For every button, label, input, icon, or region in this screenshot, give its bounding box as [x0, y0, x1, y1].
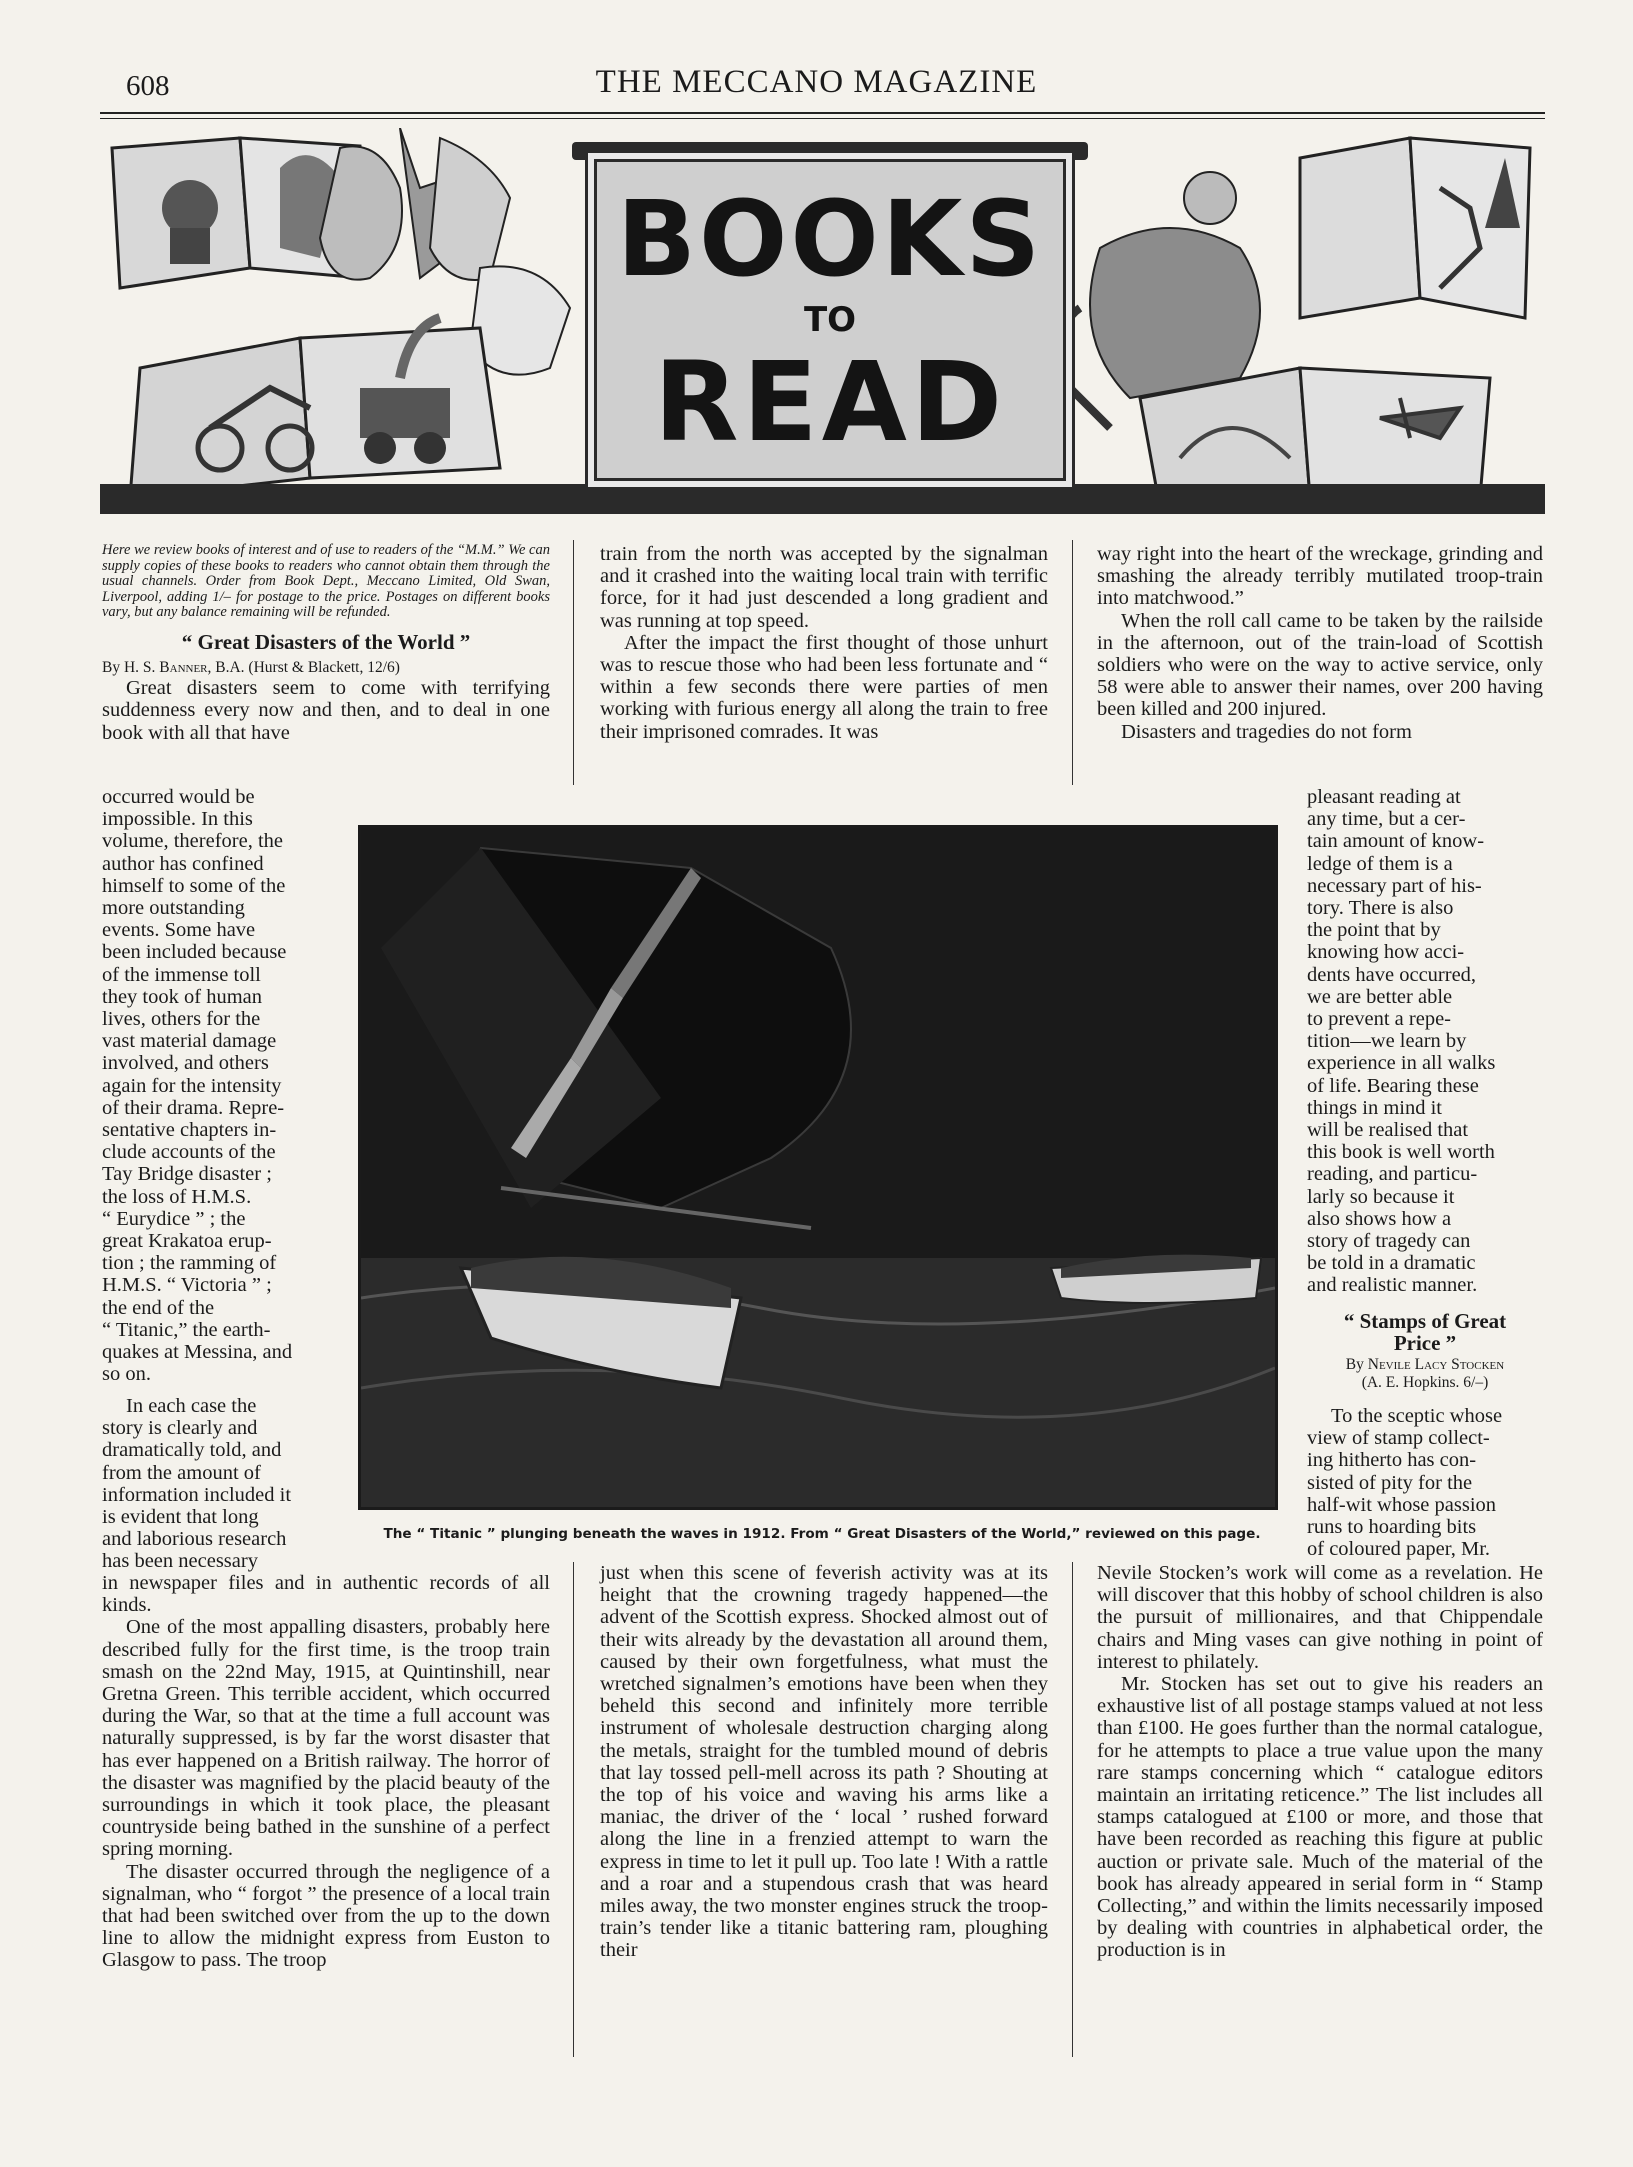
paragraph: way right into the heart of the wreckage, grinding and smashing the already terribly mutilated troop-train into matchwood.” — [1097, 543, 1543, 610]
paragraph: After the impact the first thought of those unhurt was to rescue those who had been less fortunate and “ within a few seconds there were parties of men working with furious energy all along the train to free their imprisoned comrades. It was — [600, 631, 1048, 743]
paragraph: Mr. Stocken has set out to give his readers an exhaustive list of all postage stamps valued at not less than £100. He goes further than the normal catalogue, for he attempts to place a true value upon the many rare stamps concerning which “ catalogue editors maintain an irritating reticence.” The list includes all stamps catalogued at £100 or more, and those that have been recorded as reaching this figure at public auction or private sale. Much of the material of the book has already appeared in serial form in “ Stamp Collecting,” and within the limits necessarily imposed by dealing with countries in alphabetical order, the production is in — [1097, 1673, 1543, 1962]
text-line: vast material damage — [102, 1030, 277, 1053]
byline-by: By — [1345, 1356, 1364, 1374]
text-line: things in mind it — [1307, 1096, 1442, 1119]
text-line: tion ; the ramming of — [102, 1252, 277, 1275]
text-line: and laborious research — [102, 1528, 287, 1551]
column-rule — [573, 1562, 574, 2057]
paragraph: One of the most appalling disasters, probably here described fully for the first time, is the troop train smash on the 22nd May, 1915, at Quintinshill, near Gretna Green. This terrible accident, which occurred during the War, so that at the time a full account was naturally suppressed, is by far the worst disaster that has ever happened on a British railway. The horror of the disaster was magnified by the placid beauty of the surroundings in which it took place, the pleasant countryside being bathed in the sunshine of a perfect spring morning. — [102, 1616, 550, 1861]
review-2-publisher: (A. E. Hopkins. 6/–) — [1361, 1374, 1489, 1392]
text-line: to prevent a repe- — [1307, 1008, 1451, 1031]
text-line: author has confined — [102, 852, 264, 875]
text-line: pleasant reading at — [1307, 786, 1461, 808]
text-line: To the sceptic whose — [1331, 1405, 1503, 1427]
header-rule — [100, 112, 1545, 114]
column-rule — [1072, 1562, 1073, 2057]
text-line: dents have occurred, — [1307, 963, 1477, 986]
byline-by: By — [102, 659, 121, 677]
column-3-wrap — [1307, 786, 1543, 1297]
column-2-top — [600, 543, 1048, 743]
text-line: sentative chapters in- — [102, 1119, 277, 1142]
text-line: “ Eurydice ” ; the — [102, 1207, 246, 1230]
paragraph: Nevile Stocken’s work will come as a revelation. He will discover that this hobby of school children is also the pursuit of millionaires, and that Chippendale chairs and Ming vases can give nothing in point of interest to philately. — [1097, 1562, 1543, 1673]
text-line: so on. — [102, 1363, 151, 1386]
text-line: of their drama. Repre- — [102, 1096, 285, 1119]
paragraph: Great disasters seem to come with terrifying suddenness every now and then, and to deal in one book with all that have — [102, 677, 550, 744]
text-line: story of tragedy can — [1307, 1230, 1471, 1253]
text-line: of coloured paper, Mr. — [1307, 1538, 1491, 1561]
text-line: reading, and particu- — [1307, 1163, 1478, 1186]
page-number: 608 — [126, 70, 170, 102]
text-line: has been necessary — [102, 1550, 258, 1573]
review-title-line: “ Stamps of Great — [1343, 1309, 1507, 1333]
column-rule — [1072, 540, 1073, 785]
open-book-right-top-icon — [1300, 138, 1530, 318]
review-2-heading — [1307, 1306, 1543, 1392]
paragraph: When the roll call came to be taken by the railside in the afternoon, out of the train-load of Scottish soldiers who were on the way to active service, only 58 were able to answer their names, over 200 having been killed and 200 injured. — [1097, 609, 1543, 721]
titanic-photo — [358, 825, 1278, 1510]
column-2-bottom — [600, 1562, 1048, 1962]
text-line: half-wit whose passion — [1307, 1493, 1497, 1516]
text-line: dramatically told, and — [102, 1439, 282, 1462]
banner-title-books: BOOKS — [616, 178, 1044, 300]
text-line: volume, therefore, the — [102, 830, 284, 853]
text-line: be told in a dramatic — [1307, 1252, 1476, 1275]
text-line: and realistic manner. — [1307, 1274, 1478, 1297]
text-line: we are better able — [1307, 985, 1453, 1008]
text-line: events. Some have — [102, 919, 256, 942]
text-line: more outstanding — [102, 897, 245, 920]
paragraph: in newspaper files and in authentic records of all kinds. — [102, 1572, 550, 1617]
text-line: is evident that long — [102, 1506, 259, 1529]
text-line: knowing how acci- — [1307, 941, 1465, 964]
text-line: the point that by — [1307, 919, 1441, 942]
column-1-bottom — [102, 1572, 550, 1972]
byline-publisher: B.A. (Hurst & Blackett, 12/6) — [215, 659, 400, 677]
text-line: Tay Bridge disaster ; — [102, 1163, 272, 1186]
review-title-stamps — [1307, 1310, 1543, 1354]
column-3-bottom — [1097, 1562, 1543, 1962]
text-line: necessary part of his- — [1307, 874, 1482, 897]
column-1-top — [102, 543, 550, 744]
text-line: tition—we learn by — [1307, 1030, 1467, 1053]
text-line: “ Titanic,” the earth- — [102, 1318, 271, 1341]
text-line: great Krakatoa erup- — [102, 1230, 272, 1253]
text-line: view of stamp collect- — [1307, 1427, 1490, 1450]
text-line: from the amount of — [102, 1461, 261, 1484]
text-line: quakes at Messina, and — [102, 1341, 293, 1364]
open-book-left-top-icon — [112, 138, 362, 288]
text-line: tory. There is also — [1307, 897, 1454, 920]
text-line: clude accounts of the — [102, 1141, 276, 1164]
review-2-byline — [1307, 1356, 1543, 1374]
text-line: occurred would be — [102, 786, 255, 808]
titanic-sinking-illustration — [361, 828, 1275, 1507]
text-line: impossible. In this — [102, 808, 253, 831]
review-title-line: Price ” — [1393, 1331, 1457, 1356]
text-line: the loss of H.M.S. — [102, 1185, 252, 1208]
text-line: of life. Bearing these — [1307, 1074, 1479, 1097]
byline-author: Nevile Lacy Stocken — [1367, 1356, 1505, 1374]
text-line: been included because — [102, 941, 287, 964]
text-line: also shows how a — [1307, 1207, 1452, 1230]
paragraph: train from the north was accepted by the signalman and it crashed into the waiting local train with terrific force, for it had just descended a long gradient and was running at top speed. — [600, 543, 1048, 632]
text-line: this book is well worth — [1307, 1141, 1495, 1164]
open-book-left-bottom-icon — [130, 318, 500, 498]
column-rule — [573, 540, 574, 785]
review-title-great-disasters: “ Great Disasters of the World ” — [181, 629, 471, 654]
banner-title-read: READ — [653, 338, 1007, 466]
header-rule-thin — [100, 118, 1545, 119]
text-line: sisted of pity for the — [1307, 1471, 1473, 1494]
column-1-wrap-para — [102, 1395, 332, 1573]
paragraph: Disasters and tragedies do not form — [1121, 720, 1412, 743]
photo-caption: The “ Titanic ” plunging beneath the waves in 1912. From “ Great Disasters of the World,” reviewed on this page. — [383, 1526, 1261, 1542]
text-line: involved, and others — [102, 1052, 269, 1075]
review-byline — [102, 659, 550, 677]
text-line: In each case the — [126, 1395, 257, 1417]
text-line: information included it — [102, 1483, 292, 1506]
text-line: himself to some of the — [102, 874, 286, 897]
text-line: H.M.S. “ Victoria ” ; — [102, 1274, 272, 1297]
byline-author: H. S. Banner, — [123, 659, 212, 677]
paragraph: just when this scene of feverish activity was at its height that the crowning tragedy happened—the advent of the Scottish express. Shocked almost out of their wits already by the devastation all around them, caused by their own forgetfulness, what must the wretched signalmen’s emotions have been when they beheld this second and infinitely more terrible instrument of wholesale destruction charging along the metals, straight for the tumbled mound of debris that lay tossed pell-mell across its path ? Shouting at the top of his voice and waving his arms like a maniac, the driver of the ‘ local ’ rushed forward along the line in a frenzied attempt to warn the express in time to let it pull up. Too late ! With a rattle and a roar and a stupendous crash that was heard miles away, the two monster engines struck the troop-train’s tender like a titanic battering ram, ploughing their — [600, 1562, 1048, 1962]
column-3-top — [1097, 543, 1543, 743]
paragraph: The disaster occurred through the negligence of a signalman, who “ forgot ” the presence of a local train that had been switched over from the up to the down line to allow the midnight express from Euston to Glasgow to pass. The troop — [102, 1860, 550, 1972]
text-line: any time, but a cer- — [1307, 808, 1466, 831]
text-line: story is clearly and — [102, 1417, 258, 1440]
text-line: ing hitherto has con- — [1307, 1449, 1477, 1472]
text-line: ledge of them is a — [1307, 852, 1453, 875]
text-line: experience in all walks — [1307, 1052, 1496, 1075]
text-line: tain amount of know- — [1307, 830, 1485, 853]
intro-note: Here we review books of interest and of use to readers of the “M.M.” We can supply copies of these books to readers who cannot obtain them through the usual channels. Order from Book Dept., Meccano Limited, Old Swan, Liverpool, adding 1/– for postage to the price. Postages on different books vary, but any balance remaining will be refunded. — [102, 542, 550, 621]
column-3-wrap-para — [1307, 1405, 1543, 1560]
text-line: the end of the — [102, 1296, 215, 1319]
text-line: lives, others for the — [102, 1008, 261, 1031]
text-line: of the immense toll — [102, 963, 261, 986]
text-line: will be realised that — [1307, 1119, 1469, 1142]
magazine-title: THE MECCANO MAGAZINE — [595, 64, 1038, 100]
text-line: larly so because it — [1307, 1185, 1455, 1208]
text-line: again for the intensity — [102, 1074, 282, 1097]
text-line: they took of human — [102, 985, 262, 1008]
column-1-wrap — [102, 786, 332, 1385]
banner-title-to: TO — [803, 300, 857, 340]
text-line: runs to hoarding bits — [1307, 1516, 1477, 1539]
